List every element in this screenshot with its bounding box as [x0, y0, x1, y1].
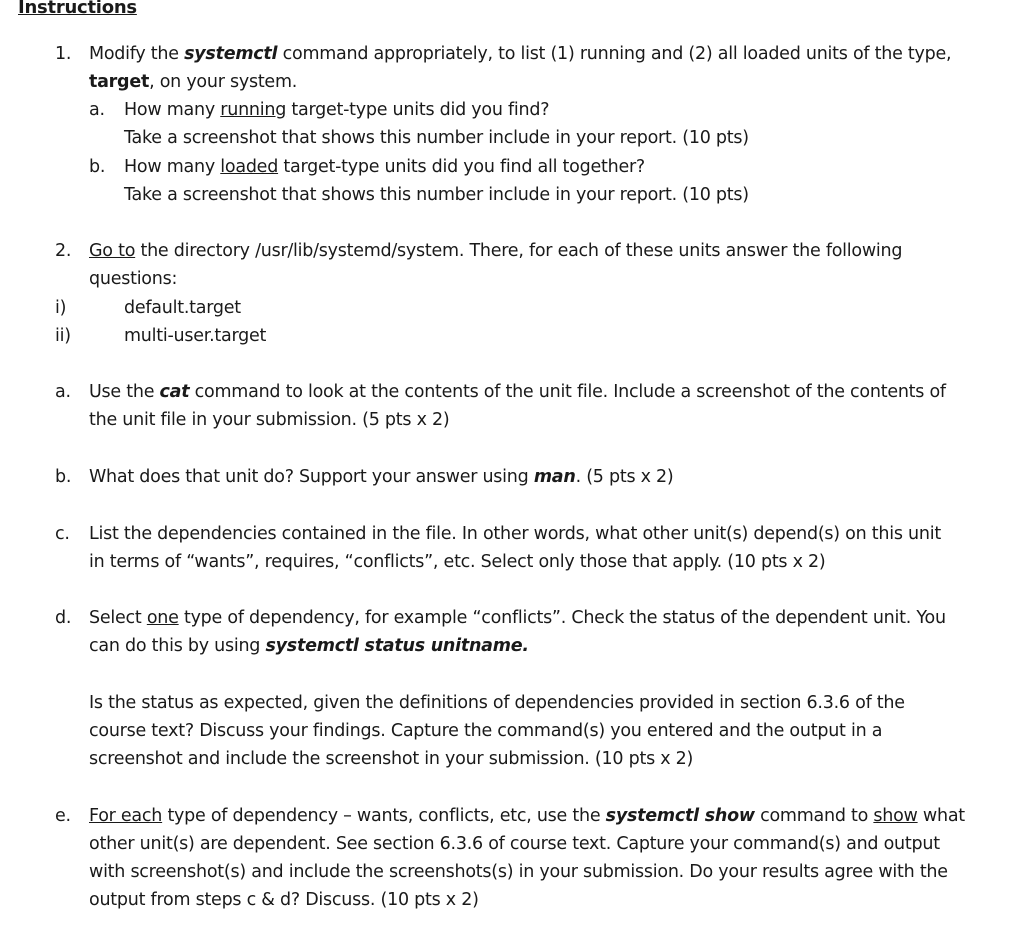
man-command: man	[533, 467, 576, 487]
q2-line-2: questions:	[89, 269, 178, 289]
unit-multi-user-target: multi-user.target	[124, 326, 267, 346]
item-d-para2-line-1: Is the status as expected, given the definitions of dependencies provided in section 6.3.6 of the	[89, 693, 905, 713]
unit-ii-number: ii)	[55, 326, 71, 346]
item-e-line-4: output from steps c & d? Discuss. (10 pts x 2)	[89, 890, 479, 910]
systemctl-show-command: systemctl show	[605, 806, 755, 826]
item-a-line-2: the unit file in your submission. (5 pts x 2)	[89, 410, 450, 430]
cat-command: cat	[159, 382, 190, 402]
item-b-line-1: What does that unit do? Support your answer using man. (5 pts x 2)	[89, 467, 674, 487]
item-d-para2-line-2: course text? Discuss your findings. Capture the command(s) you entered and the output in a	[89, 721, 883, 741]
item-e-line-2: other unit(s) are dependent. See section 6.3.6 of course text. Capture your command(s) and output	[89, 834, 940, 854]
q1-line-2: target, on your system.	[89, 72, 298, 92]
q2-number: 2.	[55, 241, 72, 261]
q1b-line-1: How many loaded target-type units did you find all together?	[124, 157, 645, 177]
item-c-line-2: in terms of “wants”, requires, “conflicts”, etc. Select only those that apply. (10 pts x 2)	[89, 552, 826, 572]
item-d-line-1: Select one type of dependency, for example “conflicts”. Check the status of the dependent unit. You	[89, 608, 946, 628]
systemctl-status-command: systemctl status unitname.	[265, 636, 529, 656]
unit-default-target: default.target	[124, 298, 241, 318]
item-b-number: b.	[55, 467, 72, 487]
item-c-number: c.	[55, 524, 70, 544]
item-e-number: e.	[55, 806, 71, 826]
item-a-number: a.	[55, 382, 71, 402]
item-e-line-3: with screenshot(s) and include the screenshots(s) in your submission. Do your results agree with the	[89, 862, 948, 882]
item-e-line-1: For each type of dependency – wants, conflicts, etc, use the systemctl show command to show what	[89, 806, 965, 826]
q1a-line-1: How many running target-type units did you find?	[124, 100, 550, 120]
q2-line-1: Go to the directory /usr/lib/systemd/system. There, for each of these units answer the following	[89, 241, 903, 261]
item-a-line-1: Use the cat command to look at the contents of the unit file. Include a screenshot of the contents of	[89, 382, 946, 402]
item-c-line-1: List the dependencies contained in the file. In other words, what other unit(s) depend(s) on this unit	[89, 524, 941, 544]
q1a-number: a.	[89, 100, 105, 120]
page-title: Instructions	[18, 0, 137, 18]
item-d-number: d.	[55, 608, 72, 628]
q1b-number: b.	[89, 157, 106, 177]
q1b-line-2: Take a screenshot that shows this number include in your report. (10 pts)	[124, 185, 749, 205]
q1-number: 1.	[55, 44, 72, 64]
q1a-line-2: Take a screenshot that shows this number include in your report. (10 pts)	[124, 128, 749, 148]
systemctl-command: systemctl	[184, 44, 278, 64]
item-d-line-2: can do this by using systemctl status unitname.	[89, 636, 529, 656]
unit-i-number: i)	[55, 298, 67, 318]
q1-line-1: Modify the systemctl command appropriately, to list (1) running and (2) all loaded units of the type,	[89, 44, 952, 64]
item-d-para2-line-3: screenshot and include the screenshot in your submission. (10 pts x 2)	[89, 749, 694, 769]
